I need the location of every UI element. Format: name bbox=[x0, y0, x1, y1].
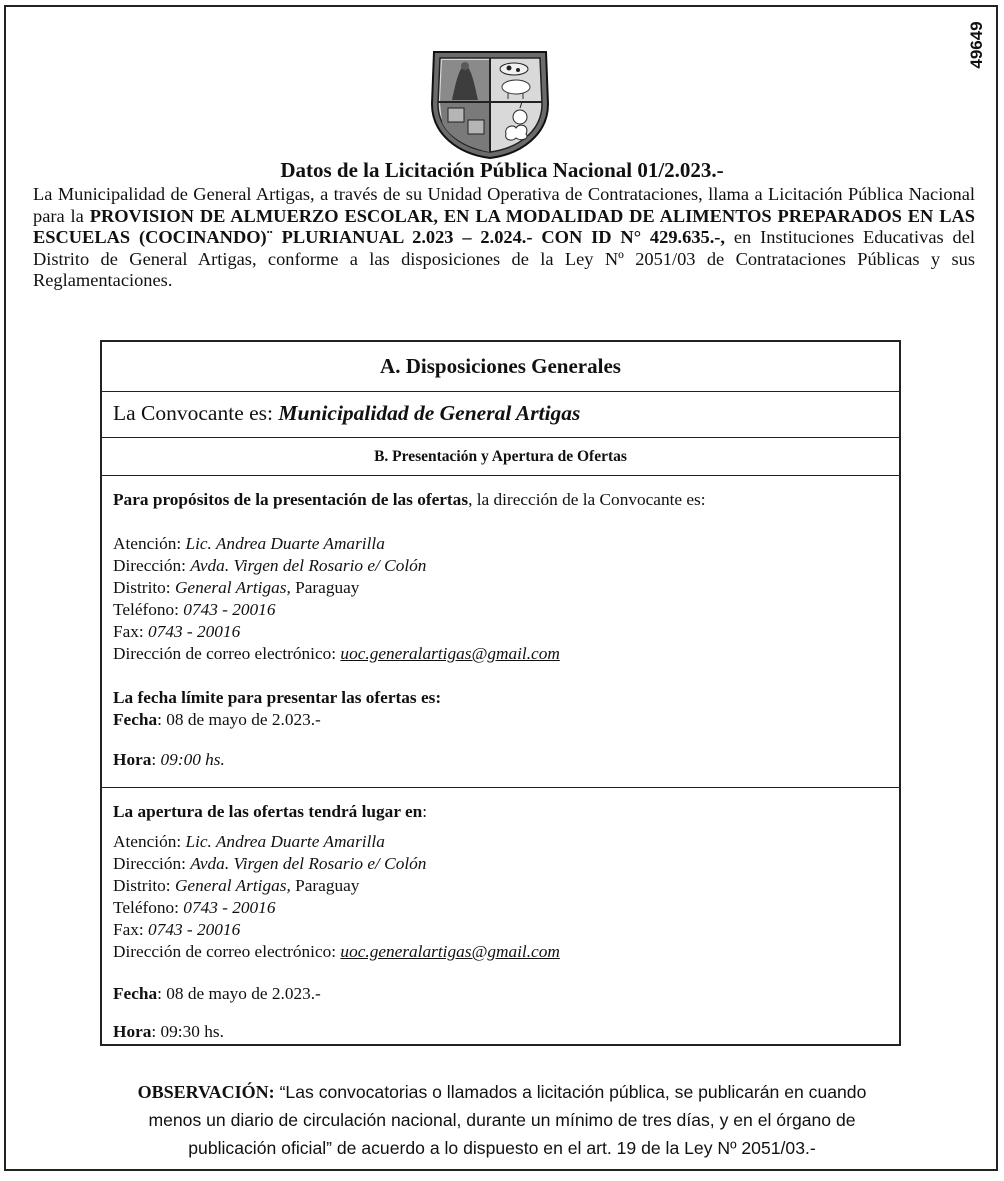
email-link[interactable]: uoc.generalartigas@gmail.com bbox=[340, 942, 560, 961]
telefono-value: 0743 - 20016 bbox=[183, 898, 276, 917]
presentacion-direccion bbox=[113, 556, 426, 576]
hora-value: : 09:30 hs. bbox=[151, 1022, 224, 1041]
apertura-atencion bbox=[113, 832, 385, 852]
apertura-fax bbox=[113, 920, 240, 940]
section-a-row bbox=[102, 342, 899, 392]
intro-text-start: La Municipalidad de General Artigas, a través de su Unidad Operativa de Contrataciones, llama a Licitación Pública Nacional para la bbox=[33, 184, 975, 226]
document-title: Datos de la Licitación Pública Nacional 01/2.023.- bbox=[280, 158, 724, 182]
document-code-text: 49649 bbox=[967, 21, 986, 69]
intro-text-bold: PROVISION DE ALMUERZO ESCOLAR, EN LA MODALIDAD DE ALIMENTOS PREPARADOS EN LAS ESCUELAS (COCINANDO)¨ PLURIANUAL 2.023 – 2.024.- CON ID N° 429.635.-, bbox=[33, 205, 975, 247]
fecha-value: : 08 de mayo de 2.023.- bbox=[157, 710, 321, 729]
convocante-text bbox=[113, 401, 580, 426]
hora-label: Hora bbox=[113, 1022, 152, 1041]
apertura-lead-bold: La apertura de las ofertas tendrá lugar en bbox=[113, 802, 423, 821]
presentacion-hora bbox=[113, 750, 225, 770]
presentacion-lead-rest: , la dirección de la Convocante es: bbox=[468, 490, 706, 509]
convocante-row bbox=[102, 392, 899, 438]
fax-label: Fax: bbox=[113, 622, 149, 641]
coat-of-arms-icon bbox=[426, 42, 554, 160]
observacion-line-2: menos un diario de circulación nacional, durante un mínimo de tres días, y en el órgano de bbox=[148, 1110, 856, 1130]
observacion-text-1: “Las convocatorias o llamados a licitación pública, se publicarán en cuando bbox=[274, 1082, 867, 1102]
distrito-value: General Artigas, bbox=[174, 578, 291, 597]
direccion-value: Avda. Virgen del Rosario e/ Colón bbox=[190, 854, 427, 873]
distrito-label: Distrito: bbox=[113, 876, 175, 895]
fecha-label: Fecha bbox=[113, 710, 158, 729]
intro-text-end: en Instituciones Educativas del Distrito de General Artigas, conforme a las disposiciones de la Ley Nº 2051/03 de Contrataciones Públicas y sus Reglamentaciones. bbox=[33, 227, 975, 290]
document-code bbox=[962, 14, 992, 76]
atencion-value: Lic. Andrea Duarte Amarilla bbox=[185, 534, 385, 553]
email-label: Dirección de correo electrónico: bbox=[113, 644, 341, 663]
convocante-value: Municipalidad de General Artigas bbox=[278, 401, 581, 425]
apertura-section bbox=[102, 788, 899, 1046]
pais-value: Paraguay bbox=[290, 876, 360, 895]
telefono-value: 0743 - 20016 bbox=[183, 600, 276, 619]
atencion-label: Atención: bbox=[113, 832, 186, 851]
observacion-line-1 bbox=[0, 1078, 1004, 1106]
fax-value: 0743 - 20016 bbox=[148, 920, 241, 939]
apertura-direccion bbox=[113, 854, 426, 874]
section-b-row bbox=[102, 438, 899, 476]
presentacion-section bbox=[102, 476, 899, 788]
observacion-label: OBSERVACIÓN: bbox=[137, 1082, 275, 1102]
presentacion-email bbox=[113, 644, 560, 664]
presentacion-lead-bold: Para propósitos de la presentación de las ofertas bbox=[113, 490, 469, 509]
fecha-label: Fecha bbox=[113, 984, 158, 1003]
hora-label: Hora bbox=[113, 750, 152, 769]
telefono-label: Teléfono: bbox=[113, 600, 184, 619]
apertura-hora bbox=[113, 1022, 224, 1042]
intro-paragraph bbox=[33, 184, 975, 292]
direccion-label: Dirección: bbox=[113, 854, 191, 873]
apertura-distrito bbox=[113, 876, 359, 896]
email-label: Dirección de correo electrónico: bbox=[113, 942, 341, 961]
presentacion-fecha-limite bbox=[113, 688, 441, 708]
observacion-note bbox=[0, 1078, 1004, 1162]
section-b-title: B. Presentación y Apertura de Ofertas bbox=[374, 448, 627, 465]
presentacion-lead bbox=[113, 490, 706, 510]
disposiciones-table bbox=[100, 340, 901, 1046]
fax-value: 0743 - 20016 bbox=[148, 622, 241, 641]
apertura-telefono bbox=[113, 898, 275, 918]
fecha-limite-heading: La fecha límite para presentar las ofertas es: bbox=[113, 688, 442, 707]
presentacion-fecha bbox=[113, 710, 321, 730]
atencion-label: Atención: bbox=[113, 534, 186, 553]
fax-label: Fax: bbox=[113, 920, 149, 939]
convocante-label: La Convocante es: bbox=[113, 401, 279, 425]
atencion-value: Lic. Andrea Duarte Amarilla bbox=[185, 832, 385, 851]
section-a-title: A. Disposiciones Generales bbox=[380, 354, 621, 378]
apertura-email bbox=[113, 942, 560, 962]
direccion-value: Avda. Virgen del Rosario e/ Colón bbox=[190, 556, 427, 575]
observacion-line-3: publicación oficial” de acuerdo a lo dispuesto en el art. 19 de la Ley Nº 2051/03.- bbox=[188, 1138, 816, 1158]
apertura-fecha bbox=[113, 984, 321, 1004]
pais-value: Paraguay bbox=[290, 578, 360, 597]
distrito-value: General Artigas, bbox=[174, 876, 291, 895]
presentacion-atencion bbox=[113, 534, 385, 554]
apertura-lead bbox=[113, 802, 427, 822]
hora-separator: : bbox=[151, 750, 161, 769]
email-link[interactable]: uoc.generalartigas@gmail.com bbox=[340, 644, 560, 663]
hora-value: 09:00 hs. bbox=[160, 750, 225, 769]
presentacion-telefono bbox=[113, 600, 275, 620]
fecha-value: : 08 de mayo de 2.023.- bbox=[157, 984, 321, 1003]
direccion-label: Dirección: bbox=[113, 556, 191, 575]
apertura-lead-rest: : bbox=[422, 802, 428, 821]
presentacion-fax bbox=[113, 622, 240, 642]
telefono-label: Teléfono: bbox=[113, 898, 184, 917]
distrito-label: Distrito: bbox=[113, 578, 175, 597]
presentacion-distrito bbox=[113, 578, 359, 598]
